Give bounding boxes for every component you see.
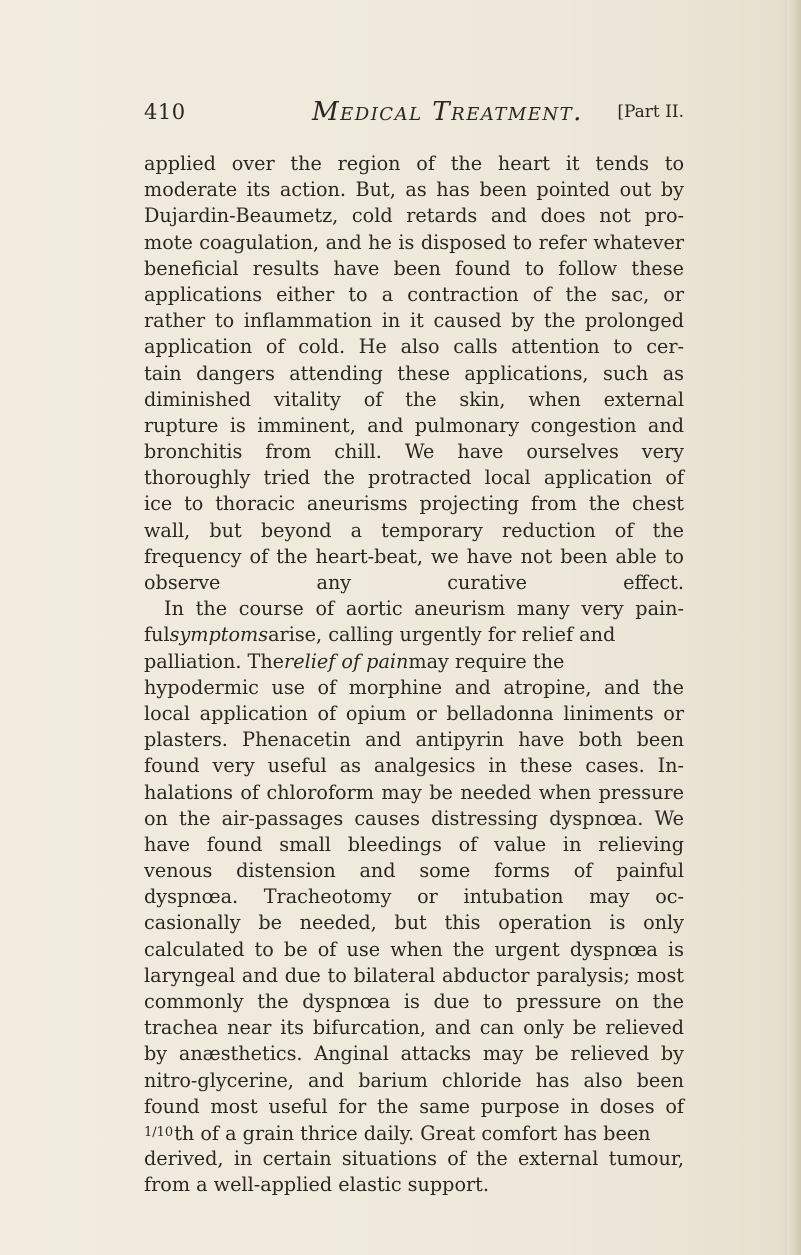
text-line: fulsymptomsarise, calling urgently for relief and — [144, 622, 684, 648]
running-title: Medical Treatment. — [312, 97, 583, 127]
text-line: mote coagulation, and he is disposed to refer whatever — [144, 230, 684, 254]
text-line: derived, in certain situations of the external tumour, — [144, 1147, 684, 1171]
text-line: Dujardin-Beaumetz, cold retards and does not pro- — [144, 204, 684, 228]
text-line: rupture is imminent, and pulmonary congestion and — [144, 413, 684, 437]
text-line: In the course of aortic aneurism many very pain- — [164, 597, 684, 621]
text-line: by anæsthetics. Anginal attacks may be relieved by — [144, 1042, 684, 1066]
paragraph-2 — [144, 596, 684, 1198]
text-line: from a well-applied elastic support. — [144, 1173, 489, 1197]
text-line: observe any curative effect. — [144, 571, 684, 594]
text-line: casionally be needed, but this operation is only — [144, 911, 684, 935]
text-line: plasters. Phenacetin and antipyrin have both been — [144, 728, 684, 752]
running-header — [144, 97, 684, 134]
emphasis: relief of pain — [284, 649, 409, 673]
text-line: beneficial results have been found to follow these — [144, 256, 684, 280]
text-line: frequency of the heart-beat, we have not been able to — [144, 544, 684, 568]
text-line: wall, but beyond a temporary reduction of the — [144, 518, 684, 542]
text-line: found very useful as analgesics in these cases. In- — [144, 754, 684, 778]
text-line: local application of opium or belladonna liniments or — [144, 701, 684, 725]
page-number: 410 — [144, 100, 186, 124]
body-text — [144, 151, 684, 1199]
text-line: laryngeal and due to bilateral abductor paralysis; most — [144, 963, 684, 987]
text-line: rather to inflammation in it caused by the prolonged — [144, 309, 684, 333]
text-line: bronchitis from chill. We have ourselves very — [144, 440, 684, 464]
text-line: hypodermic use of morphine and atropine, and the — [144, 675, 684, 699]
text-line: palliation. Therelief of painmay require the — [144, 649, 684, 675]
text-line: halations of chloroform may be needed when pressure — [144, 780, 684, 804]
emphasis: symptoms — [169, 623, 269, 647]
text-line: ice to thoracic aneurisms projecting from the chest — [144, 492, 684, 516]
text-line: applications either to a contraction of the sac, or — [144, 282, 684, 306]
part-label: [Part II. — [617, 102, 684, 122]
text-line: diminished vitality of the skin, when external — [144, 387, 684, 411]
text-line: 1/10th of a grain thrice daily. Great comfort has been — [144, 1121, 651, 1145]
text-line: have found small bleedings of value in relieving — [144, 832, 684, 856]
text-line: tain dangers attending these applications, such as — [144, 361, 684, 385]
text-line: trachea near its bifurcation, and can only be relieved — [144, 1016, 684, 1040]
text-line: dyspnœa. Tracheotomy or intubation may oc- — [144, 885, 684, 909]
paragraph-1 — [144, 151, 684, 596]
text-line: moderate its action. But, as has been pointed out by — [144, 178, 684, 202]
text-line: application of cold. He also calls attention to cer- — [144, 335, 684, 359]
text-line: venous distension and some forms of painful — [144, 859, 684, 883]
fraction: 1/10 — [144, 1124, 174, 1140]
text-line: applied over the region of the heart it tends to — [144, 152, 684, 175]
text-line: found most useful for the same purpose in doses of — [144, 1094, 684, 1118]
text-line: on the air-passages causes distressing dyspnœa. We — [144, 806, 684, 830]
text-line: nitro-glycerine, and barium chloride has also been — [144, 1068, 684, 1092]
text-line: commonly the dyspnœa is due to pressure on the — [144, 990, 684, 1013]
text-line: calculated to be of use when the urgent dyspnœa is — [144, 937, 684, 961]
text-line: thoroughly tried the protracted local application of — [144, 466, 684, 490]
page-edge — [787, 0, 801, 1255]
